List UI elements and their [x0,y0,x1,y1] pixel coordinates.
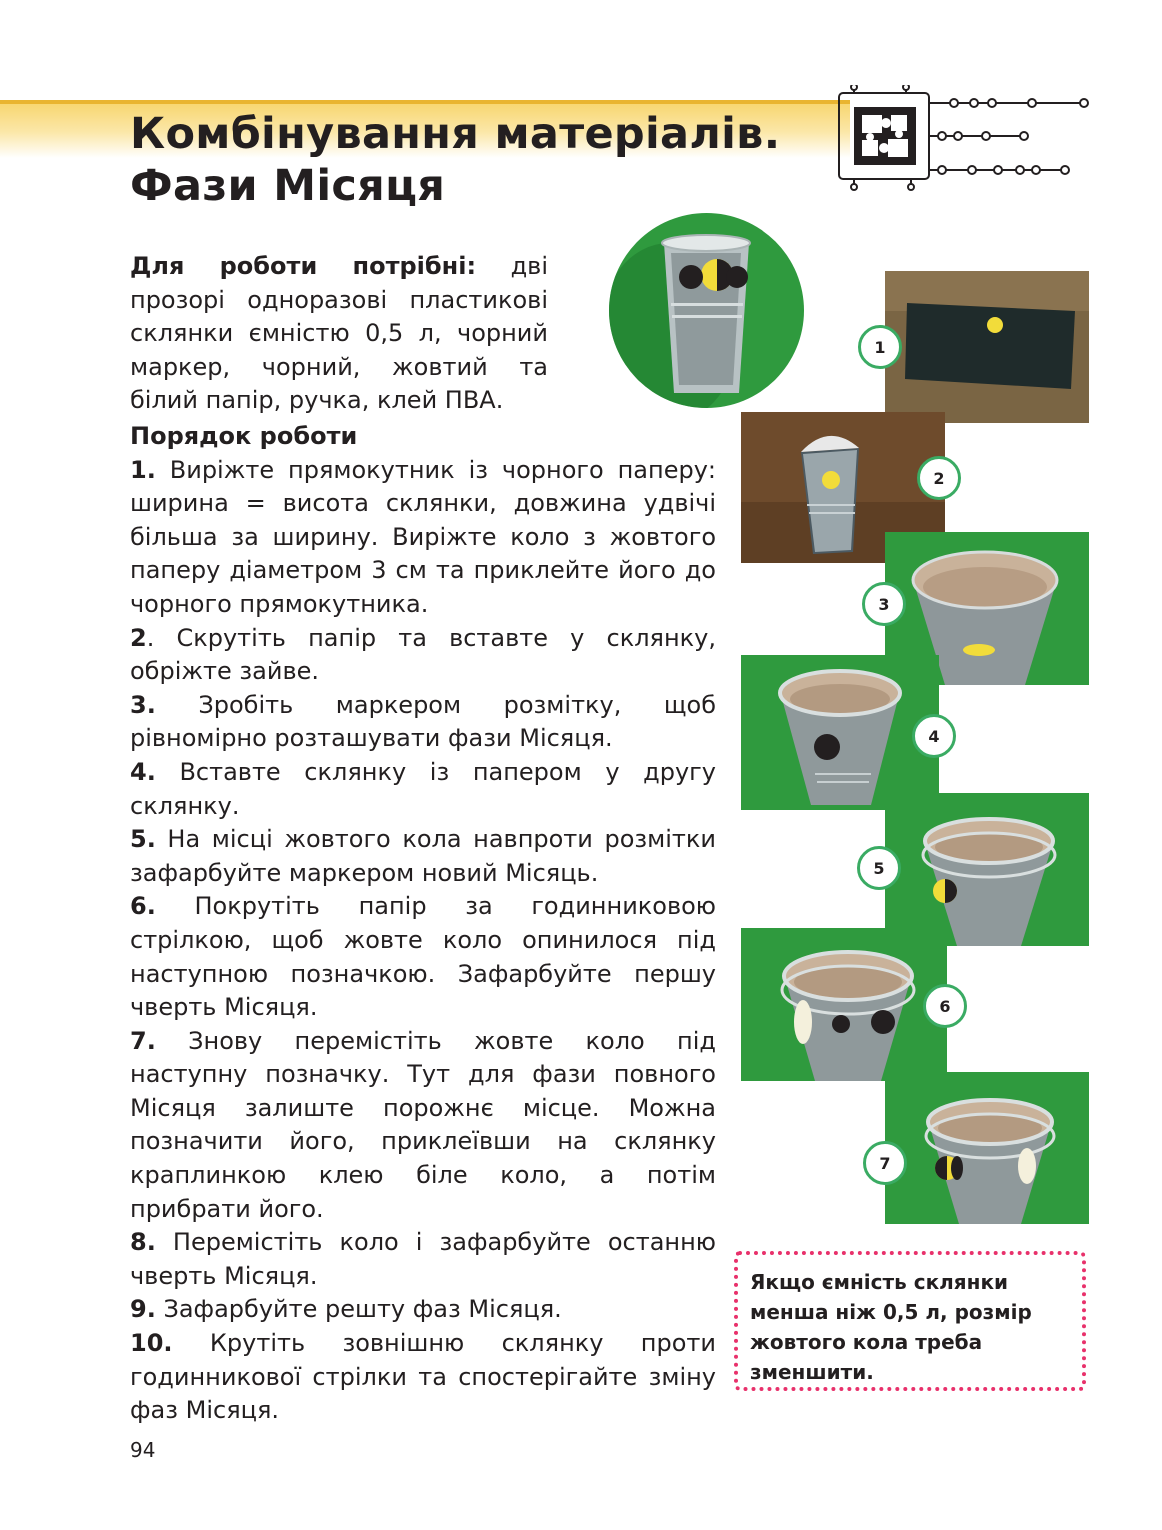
step-number: 3. [130,690,156,719]
procedure-step-3 [130,689,716,756]
step-badge-3: 3 [862,582,906,626]
step-number: 2 [130,623,147,652]
materials-paragraph [130,250,548,418]
step-number: 10. [130,1329,173,1358]
step-number: 7. [130,1026,156,1055]
step-4-photo [741,655,939,810]
step-number: 9. [130,1295,156,1324]
step-text: Виріжте прямокутник із чорного паперу: ширина = висота склянки, довжина удвічі більша за ширину. Виріжте коло з жовтого паперу діаметром 3 см та приклейте його до чорного прямокутника. [130,455,716,618]
finished-cup-photo [609,213,804,408]
procedure-step-10 [130,1327,716,1428]
note-box: Якщо ємність склянки менша ніж 0,5 л, розмір жовтого кола треба зменшити. [734,1251,1086,1391]
step-6-photo [741,928,947,1081]
step-text: Зробіть маркером розмітку, щоб рівномірно розташувати фази Місяця. [130,690,716,753]
procedure-heading: Порядок роботи [130,422,358,450]
procedure-step-1 [130,454,716,622]
step-text: На місці жовтого кола навпроти розмітки зафарбуйте маркером новий Місяць. [130,825,716,887]
step-badge-6: 6 [923,984,967,1028]
step-7-photo [885,1072,1089,1224]
materials-text: дві прозорі одноразові пластикові склянки ємністю 0,5 л, чорний маркер, чорний, жовтий та білий папір, ручка, клей ПВА. [130,252,548,415]
step-number: 8. [130,1228,156,1257]
procedure-step-4 [130,756,716,823]
step-badge-7: 7 [863,1141,907,1185]
page-number: 94 [130,1438,156,1462]
step-text: Покрутіть папір за годинниковою стрілкою, щоб жовте коло опинилося під наступною позначкою. Зафарбуйте першу чверть Місяця. [130,892,716,1022]
title-line-1: Комбінування матеріалів. [130,109,781,159]
step-number: 4. [130,757,156,786]
step-text: Зафарбуйте решту фаз Місяця. [155,1295,562,1324]
step-badge-1: 1 [858,325,902,369]
procedure-step-7 [130,1025,716,1227]
title-line [0,100,850,104]
procedure-step-9 [130,1293,716,1327]
step-text: Вставте склянку із папером у другу склянку. [130,757,716,820]
procedure-step-5 [130,823,716,890]
step-number: 5. [130,825,156,854]
puzzle-icon [836,85,1096,195]
step-badge-4: 4 [912,714,956,758]
step-text: Перемістіть коло і зафарбуйте останню чверть Місяця. [130,1228,716,1290]
step-text: Знову перемістіть жовте коло під наступну позначку. Тут для фази повного Місяця залиште порожнє місце. Можна позначити його, приклеївши на склянку краплинкою клею біле коло, а потім прибрати його. [130,1026,716,1223]
procedure-step-2 [130,622,716,689]
procedure-section [130,420,716,1428]
step-number: 6. [130,892,156,921]
page-title [130,108,780,212]
procedure-step-8 [130,1226,716,1293]
step-text: Крутіть зовнішню склянку проти годинникової стрілки та спостерігайте зміну фаз Місяця. [130,1329,716,1425]
procedure-step-6 [130,890,716,1024]
step-text: . Скрутіть папір та вставте у склянку, обріжте зайве. [130,623,716,686]
materials-label: Для роботи потрібні: [130,252,477,280]
step-badge-5: 5 [857,846,901,890]
step-number: 1. [130,455,156,484]
step-badge-2: 2 [917,456,961,500]
step-1-photo [885,271,1089,423]
title-line-2: Фази Місяця [130,161,446,211]
step-5-photo [885,793,1089,946]
